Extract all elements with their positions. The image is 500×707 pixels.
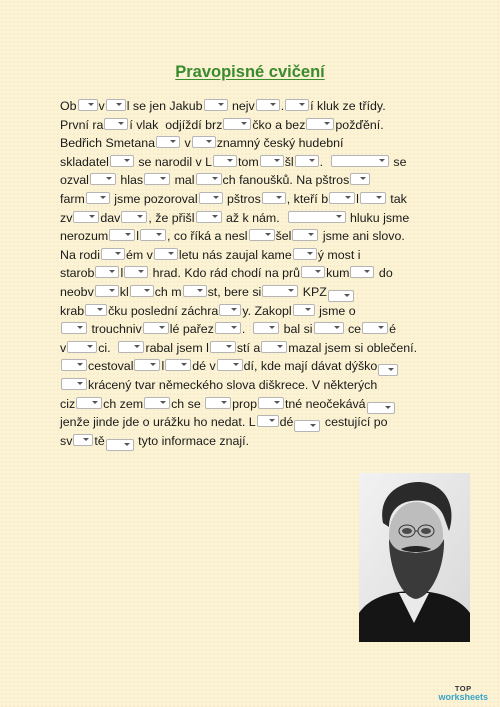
chevron-down-icon [231,308,237,311]
dropdown-blank[interactable] [285,99,309,111]
dropdown-blank[interactable] [95,285,119,297]
dropdown-blank[interactable] [73,211,99,223]
dropdown-blank[interactable] [213,155,237,167]
text-fragment: tě [94,433,105,448]
dropdown-blank[interactable] [90,173,116,185]
text-fragment: znamný český hudební [216,136,344,151]
text-fragment: , kteří b [286,192,329,206]
dropdown-blank[interactable] [61,322,87,334]
chevron-down-icon [309,159,315,162]
text-fragment: nerozum [60,229,109,244]
dropdown-blank[interactable] [67,341,97,353]
chevron-down-icon [118,122,124,125]
text-fragment: tyto informace znají. [134,433,250,448]
chevron-down-icon [138,270,144,273]
chevron-down-icon [336,215,342,218]
chevron-down-icon [109,289,115,292]
text-fragment: jsme pozoroval [110,192,198,206]
text-fragment: šel [275,229,292,244]
dropdown-blank[interactable] [362,322,388,334]
dropdown-blank[interactable] [295,155,319,167]
text-fragment: dé v [192,359,216,374]
text-fragment: mazal jsem si oblečení. [288,340,418,355]
text-fragment: Ob [60,99,77,113]
chevron-down-icon [134,345,140,348]
text-fragment: dav [100,210,121,225]
dropdown-blank[interactable] [256,99,280,111]
chevron-down-icon [310,424,316,427]
text-fragment: í vlak odjíždí brz [129,117,223,132]
chevron-down-icon [159,326,165,329]
dropdown-blank[interactable] [76,397,102,409]
text-fragment: ch fanoušků. Na pštros [222,173,350,188]
dropdown-blank[interactable] [199,192,223,204]
chevron-down-icon [308,233,314,236]
chevron-down-icon [160,177,166,180]
chevron-down-icon [124,443,130,446]
dropdown-blank[interactable] [292,229,318,241]
dropdown-blank[interactable] [106,439,134,451]
text-line [60,209,409,227]
chevron-down-icon [274,401,280,404]
dropdown-blank[interactable] [314,322,344,334]
chevron-down-icon [344,294,350,297]
text-fragment: ý most i [317,247,361,262]
text-fragment: ozval [60,173,89,188]
dropdown-blank[interactable] [293,248,317,260]
text-fragment: tné neočekává [284,396,366,411]
chevron-down-icon [276,196,282,199]
text-fragment: tom [238,154,259,169]
text-fragment: l [120,266,124,281]
chevron-down-icon [277,345,283,348]
dropdown-blank[interactable] [378,364,398,376]
text-fragment: se [389,154,407,169]
text-line [60,395,396,413]
chevron-down-icon [212,215,218,218]
chevron-down-icon [87,345,93,348]
text-fragment: sv [60,433,73,448]
chevron-down-icon [77,382,83,385]
text-fragment: nejv [228,99,255,113]
text-line [60,116,384,134]
dropdown-blank[interactable] [329,192,355,204]
chevron-down-icon [100,196,106,199]
text-line [60,171,371,189]
text-line [60,432,249,450]
text-line [60,376,377,394]
chevron-down-icon [168,252,174,255]
text-fragment: jsme o [315,303,356,318]
text-fragment: Bedřich Smetana [60,136,156,151]
text-fragment: v [98,99,105,113]
dropdown-blank[interactable] [121,211,147,223]
text-fragment: lé pařez [169,322,214,337]
chevron-down-icon [150,363,156,366]
text-fragment: ém v [125,247,153,262]
dropdown-blank[interactable] [196,173,222,185]
chevron-down-icon [212,177,218,180]
chevron-down-icon [334,326,340,329]
text-line [60,190,407,208]
text-line [60,264,393,282]
dropdown-blank[interactable] [192,136,216,148]
dropdown-blank[interactable] [215,322,241,334]
text-fragment: trouchniv [88,322,142,337]
text-fragment: až k nám. [222,210,287,225]
text-fragment: čku poslední záchra [108,303,219,318]
chevron-down-icon [124,159,130,162]
chevron-down-icon [160,401,166,404]
text-fragment: požďění. [335,117,384,132]
text-fragment: ch m [154,285,182,299]
text-fragment: ciz [60,396,76,411]
chevron-down-icon [83,438,89,441]
logo-top: TOP [454,684,472,693]
dropdown-blank[interactable] [217,359,243,371]
portrait-photo [359,473,470,642]
text-fragment: jsme ani slovo. [319,229,405,244]
chevron-down-icon [345,196,351,199]
text-fragment: šl [284,154,294,169]
text-fragment: do [375,266,393,281]
chevron-down-icon [241,122,247,125]
text-fragment: . [280,99,285,113]
text-line [60,153,407,171]
text-line [60,97,386,115]
text-fragment: l se jen Jakub [126,99,203,113]
dropdown-blank[interactable] [367,402,395,414]
dropdown-blank[interactable] [156,136,180,148]
text-fragment: skladatel [60,154,109,169]
chevron-down-icon [360,177,366,180]
chevron-down-icon [269,419,275,422]
chevron-down-icon [89,215,95,218]
dropdown-blank[interactable] [101,248,125,260]
dropdown-blank[interactable] [144,397,170,409]
chevron-down-icon [77,363,83,366]
text-fragment: krab [60,303,85,318]
text-fragment: ch se [171,396,205,411]
chevron-down-icon [156,233,162,236]
text-fragment: se narodil v L [134,154,213,169]
chevron-down-icon [116,103,122,106]
text-fragment: farm [60,192,85,206]
chevron-down-icon [106,177,112,180]
text-fragment: jenže jinde jde o urážku ho nedat. L [60,415,256,430]
dropdown-blank[interactable] [260,155,284,167]
dropdown-blank[interactable] [110,155,134,167]
text-fragment: mal [171,173,195,188]
text-line [60,302,356,320]
text-fragment: kl [119,285,129,299]
chevron-down-icon [170,140,176,143]
dropdown-blank[interactable] [350,266,374,278]
text-fragment: cestoval [88,359,134,374]
dropdown-blank[interactable] [258,397,284,409]
dropdown-blank[interactable] [219,304,241,316]
dropdown-blank[interactable] [331,155,389,167]
dropdown-blank[interactable] [262,285,298,297]
dropdown-blank[interactable] [328,290,354,302]
chevron-down-icon [233,363,239,366]
text-line [60,227,405,245]
dropdown-blank[interactable] [118,341,144,353]
dropdown-blank[interactable] [78,99,98,111]
text-fragment: dé [279,415,294,430]
chevron-down-icon [206,140,212,143]
dropdown-blank[interactable] [106,99,126,111]
chevron-down-icon [265,233,271,236]
dropdown-blank[interactable] [253,322,279,334]
dropdown-blank[interactable] [261,341,287,353]
chevron-down-icon [92,401,98,404]
text-fragment: krácený tvar německého slova diškrece. V některých [88,378,378,392]
text-fragment: . [241,322,253,337]
chevron-down-icon [218,103,224,106]
dropdown-blank[interactable] [95,266,119,278]
text-fragment: . [319,154,330,169]
text-fragment: l [356,192,359,206]
text-line [60,283,355,301]
chevron-down-icon [197,289,203,292]
dropdown-blank[interactable] [249,229,275,241]
dropdown-blank[interactable] [86,192,110,204]
text-fragment: dí, kde mají dávat dýško [243,359,378,374]
dropdown-blank[interactable] [210,341,236,353]
dropdown-blank[interactable] [223,118,251,130]
dropdown-blank[interactable] [288,211,346,223]
text-fragment: y. Zakopl [242,303,292,318]
chevron-down-icon [388,368,394,371]
chevron-down-icon [376,196,382,199]
dropdown-blank[interactable] [294,420,320,432]
text-fragment: stí a [236,340,261,355]
text-fragment: hluku jsme [346,210,410,225]
text-line [60,357,399,375]
chevron-down-icon [274,159,280,162]
chevron-down-icon [378,326,384,329]
dropdown-blank[interactable] [165,359,191,371]
text-line [60,320,396,338]
chevron-down-icon [385,406,391,409]
chevron-down-icon [226,345,232,348]
text-fragment: cestující po [321,415,388,430]
text-line [60,413,388,431]
page-title: Pravopisné cvičení [175,63,325,81]
chevron-down-icon [307,252,313,255]
dropdown-blank[interactable] [262,192,286,204]
chevron-down-icon [269,326,275,329]
chevron-down-icon [144,289,150,292]
dropdown-blank[interactable] [154,248,178,260]
dropdown-blank[interactable] [73,434,93,446]
chevron-down-icon [379,159,385,162]
chevron-down-icon [88,103,94,106]
text-fragment: ce [344,322,362,337]
dropdown-blank[interactable] [130,285,154,297]
text-fragment: , co říká a nesl [166,229,248,244]
text-fragment: letu nás zaujal kame [178,247,292,262]
dropdown-blank[interactable] [134,359,160,371]
chevron-down-icon [270,103,276,106]
text-fragment: KPZ [299,285,327,299]
dropdown-blank[interactable] [144,173,170,185]
dropdown-blank[interactable] [350,173,370,185]
text-fragment: bal si [280,322,313,337]
text-fragment: v [60,340,67,355]
chevron-down-icon [221,401,227,404]
dropdown-blank[interactable] [301,266,325,278]
chevron-down-icon [109,270,115,273]
chevron-down-icon [213,196,219,199]
text-fragment: rabal jsem l [145,340,209,355]
dropdown-blank[interactable] [306,118,334,130]
dropdown-blank[interactable] [205,397,231,409]
text-fragment: prop [232,396,257,411]
text-fragment: é [389,322,396,337]
text-fragment: čko a bez [252,117,306,132]
text-fragment: ci. [98,340,118,355]
text-fragment: v [181,136,191,151]
text-fragment: První ra [60,117,104,132]
chevron-down-icon [299,103,305,106]
chevron-down-icon [227,159,233,162]
dropdown-blank[interactable] [61,378,87,390]
chevron-down-icon [137,215,143,218]
text-fragment: l [161,359,165,374]
dropdown-blank[interactable] [360,192,386,204]
dropdown-blank[interactable] [124,266,148,278]
chevron-down-icon [125,233,131,236]
text-fragment: tak [386,192,407,206]
chevron-down-icon [97,308,103,311]
dropdown-blank[interactable] [196,211,222,223]
chevron-down-icon [315,270,321,273]
dropdown-blank[interactable] [257,415,279,427]
text-line [60,339,417,357]
text-fragment: zv [60,210,73,225]
text-fragment: st, bere si [207,285,262,299]
text-fragment: ch zem [103,396,144,411]
chevron-down-icon [231,326,237,329]
dropdown-blank[interactable] [109,229,135,241]
chevron-down-icon [77,326,83,329]
text-fragment: í kluk ze třídy. [310,99,386,113]
text-fragment: hrad. Kdo rád chodí na prů [149,266,301,281]
chevron-down-icon [305,308,311,311]
dropdown-blank[interactable] [61,359,87,371]
dropdown-blank[interactable] [204,99,228,111]
dropdown-blank[interactable] [293,304,315,316]
text-fragment: Na rodi [60,247,100,262]
topworksheets-logo [438,684,488,702]
dropdown-blank[interactable] [104,118,128,130]
dropdown-blank[interactable] [143,322,169,334]
chevron-down-icon [364,270,370,273]
dropdown-blank[interactable] [85,304,107,316]
text-line [60,246,360,264]
text-fragment: starob [60,266,95,281]
text-fragment: , že přišl [148,210,195,225]
chevron-down-icon [115,252,121,255]
dropdown-blank[interactable] [140,229,166,241]
text-fragment: hlas [116,173,144,188]
chevron-down-icon [181,363,187,366]
logo-worksheets: worksheets [438,692,488,702]
chevron-down-icon [324,122,330,125]
chevron-down-icon [288,289,294,292]
text-fragment: pštros [223,192,261,206]
text-line [60,134,343,152]
text-fragment: l [136,229,139,244]
dropdown-blank[interactable] [183,285,207,297]
text-fragment: neobv [60,285,94,299]
text-fragment: kum [326,266,350,281]
